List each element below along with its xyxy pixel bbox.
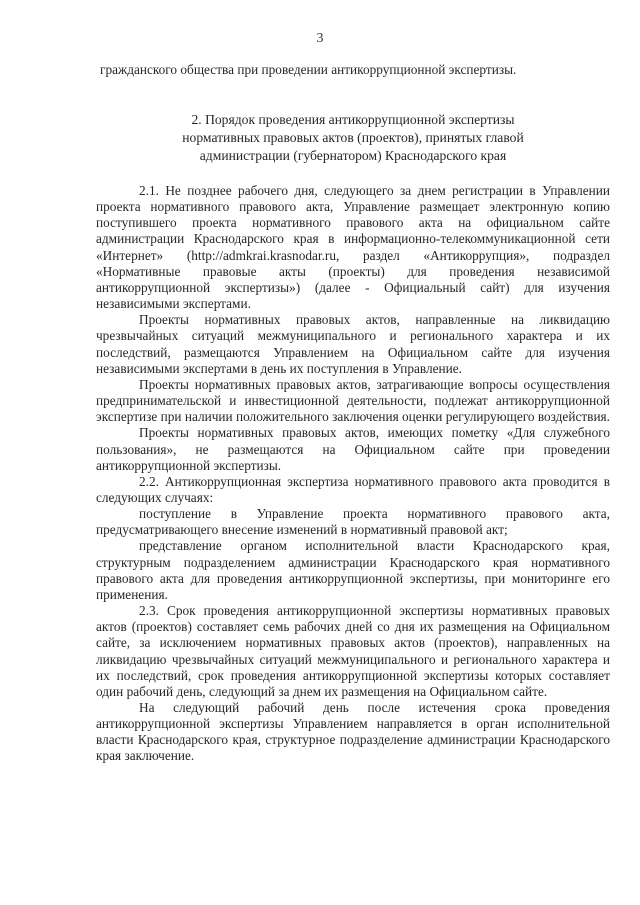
section-heading <box>96 111 610 165</box>
page-number: 3 <box>316 31 324 46</box>
paragraph-2-2: 2.2. Антикоррупционная экспертиза нормативного правового акта проводится в следующих случаях: <box>96 473 610 505</box>
section-body <box>96 183 610 765</box>
heading-line: 2. Порядок проведения антикоррупционной экспертизы <box>191 112 515 127</box>
paragraph: Проекты нормативных правовых актов, имеющих пометку «Для служебного пользования», не размещаются на Официальном сайте при проведении антикоррупционной экспертизы. <box>96 425 610 473</box>
paragraph: Проекты нормативных правовых актов, направленные на ликвидацию чрезвычайных ситуаций межмуниципального и регионального характера и их последствий, размещаются Управлением на Официальном сайте для изучения независимыми экспертами в день их поступления в Управление. <box>96 312 610 376</box>
paragraph: поступление в Управление проекта нормативного правового акта, предусматривающего внесение изменений в нормативный правовой акт; <box>96 506 610 538</box>
heading-line: администрации (губернатором) Краснодарского края <box>199 148 507 163</box>
paragraph-2-1: 2.1. Не позднее рабочего дня, следующего за днем регистрации в Управлении проекта нормативного правового акта, Управление размещает электронную копию поступившего проекта нормативного правового акта на официальном сайте администрации Краснодарского края в информационно-телекоммуникационной сети «Интернет» (http://admkrai.krasnodar.ru, раздел «Антикоррупция», подраздел «Нормативные правовые акты (проекты) для проведения независимой антикоррупционной экспертизы») (далее - Официальный сайт) для изучения независимыми экспертами. <box>96 183 610 312</box>
paragraph: Проекты нормативных правовых актов, затрагивающие вопросы осуществления предпринимательской и инвестиционной деятельности, подлежат антикоррупционной экспертизе при наличии положительного заключения оценки регулирующего воздействия. <box>96 376 610 425</box>
paragraph: На следующий рабочий день после истечения срока проведения антикоррупционной экспертизы Управлением направляется в орган исполнительной власти Краснодарского края, структурное подразделение администрации Краснодарского края заключение. <box>96 700 610 764</box>
heading-line: нормативных правовых актов (проектов), принятых главой <box>182 130 524 145</box>
paragraph-2-3: 2.3. Срок проведения антикоррупционной экспертизы нормативных правовых актов (проектов) составляет семь рабочих дней со дня их размещения на Официальном сайте, за исключением нормативных правовых актов (проектов), направленных на ликвидацию чрезвычайных ситуаций межмуниципального и регионального характера и их последствий, срок проведения антикоррупционной экспертизы которых составляет один рабочий день, следующий за днем их размещения на Официальном сайте. <box>96 603 610 699</box>
paragraph: представление органом исполнительной власти Краснодарского края, структурным подразделением администрации Краснодарского края нормативного правового акта для проведения антикоррупционной экспертизы, при мониторинге его применения. <box>96 538 610 602</box>
continuation-line: гражданского общества при проведении антикоррупционной экспертизы. <box>100 62 517 77</box>
